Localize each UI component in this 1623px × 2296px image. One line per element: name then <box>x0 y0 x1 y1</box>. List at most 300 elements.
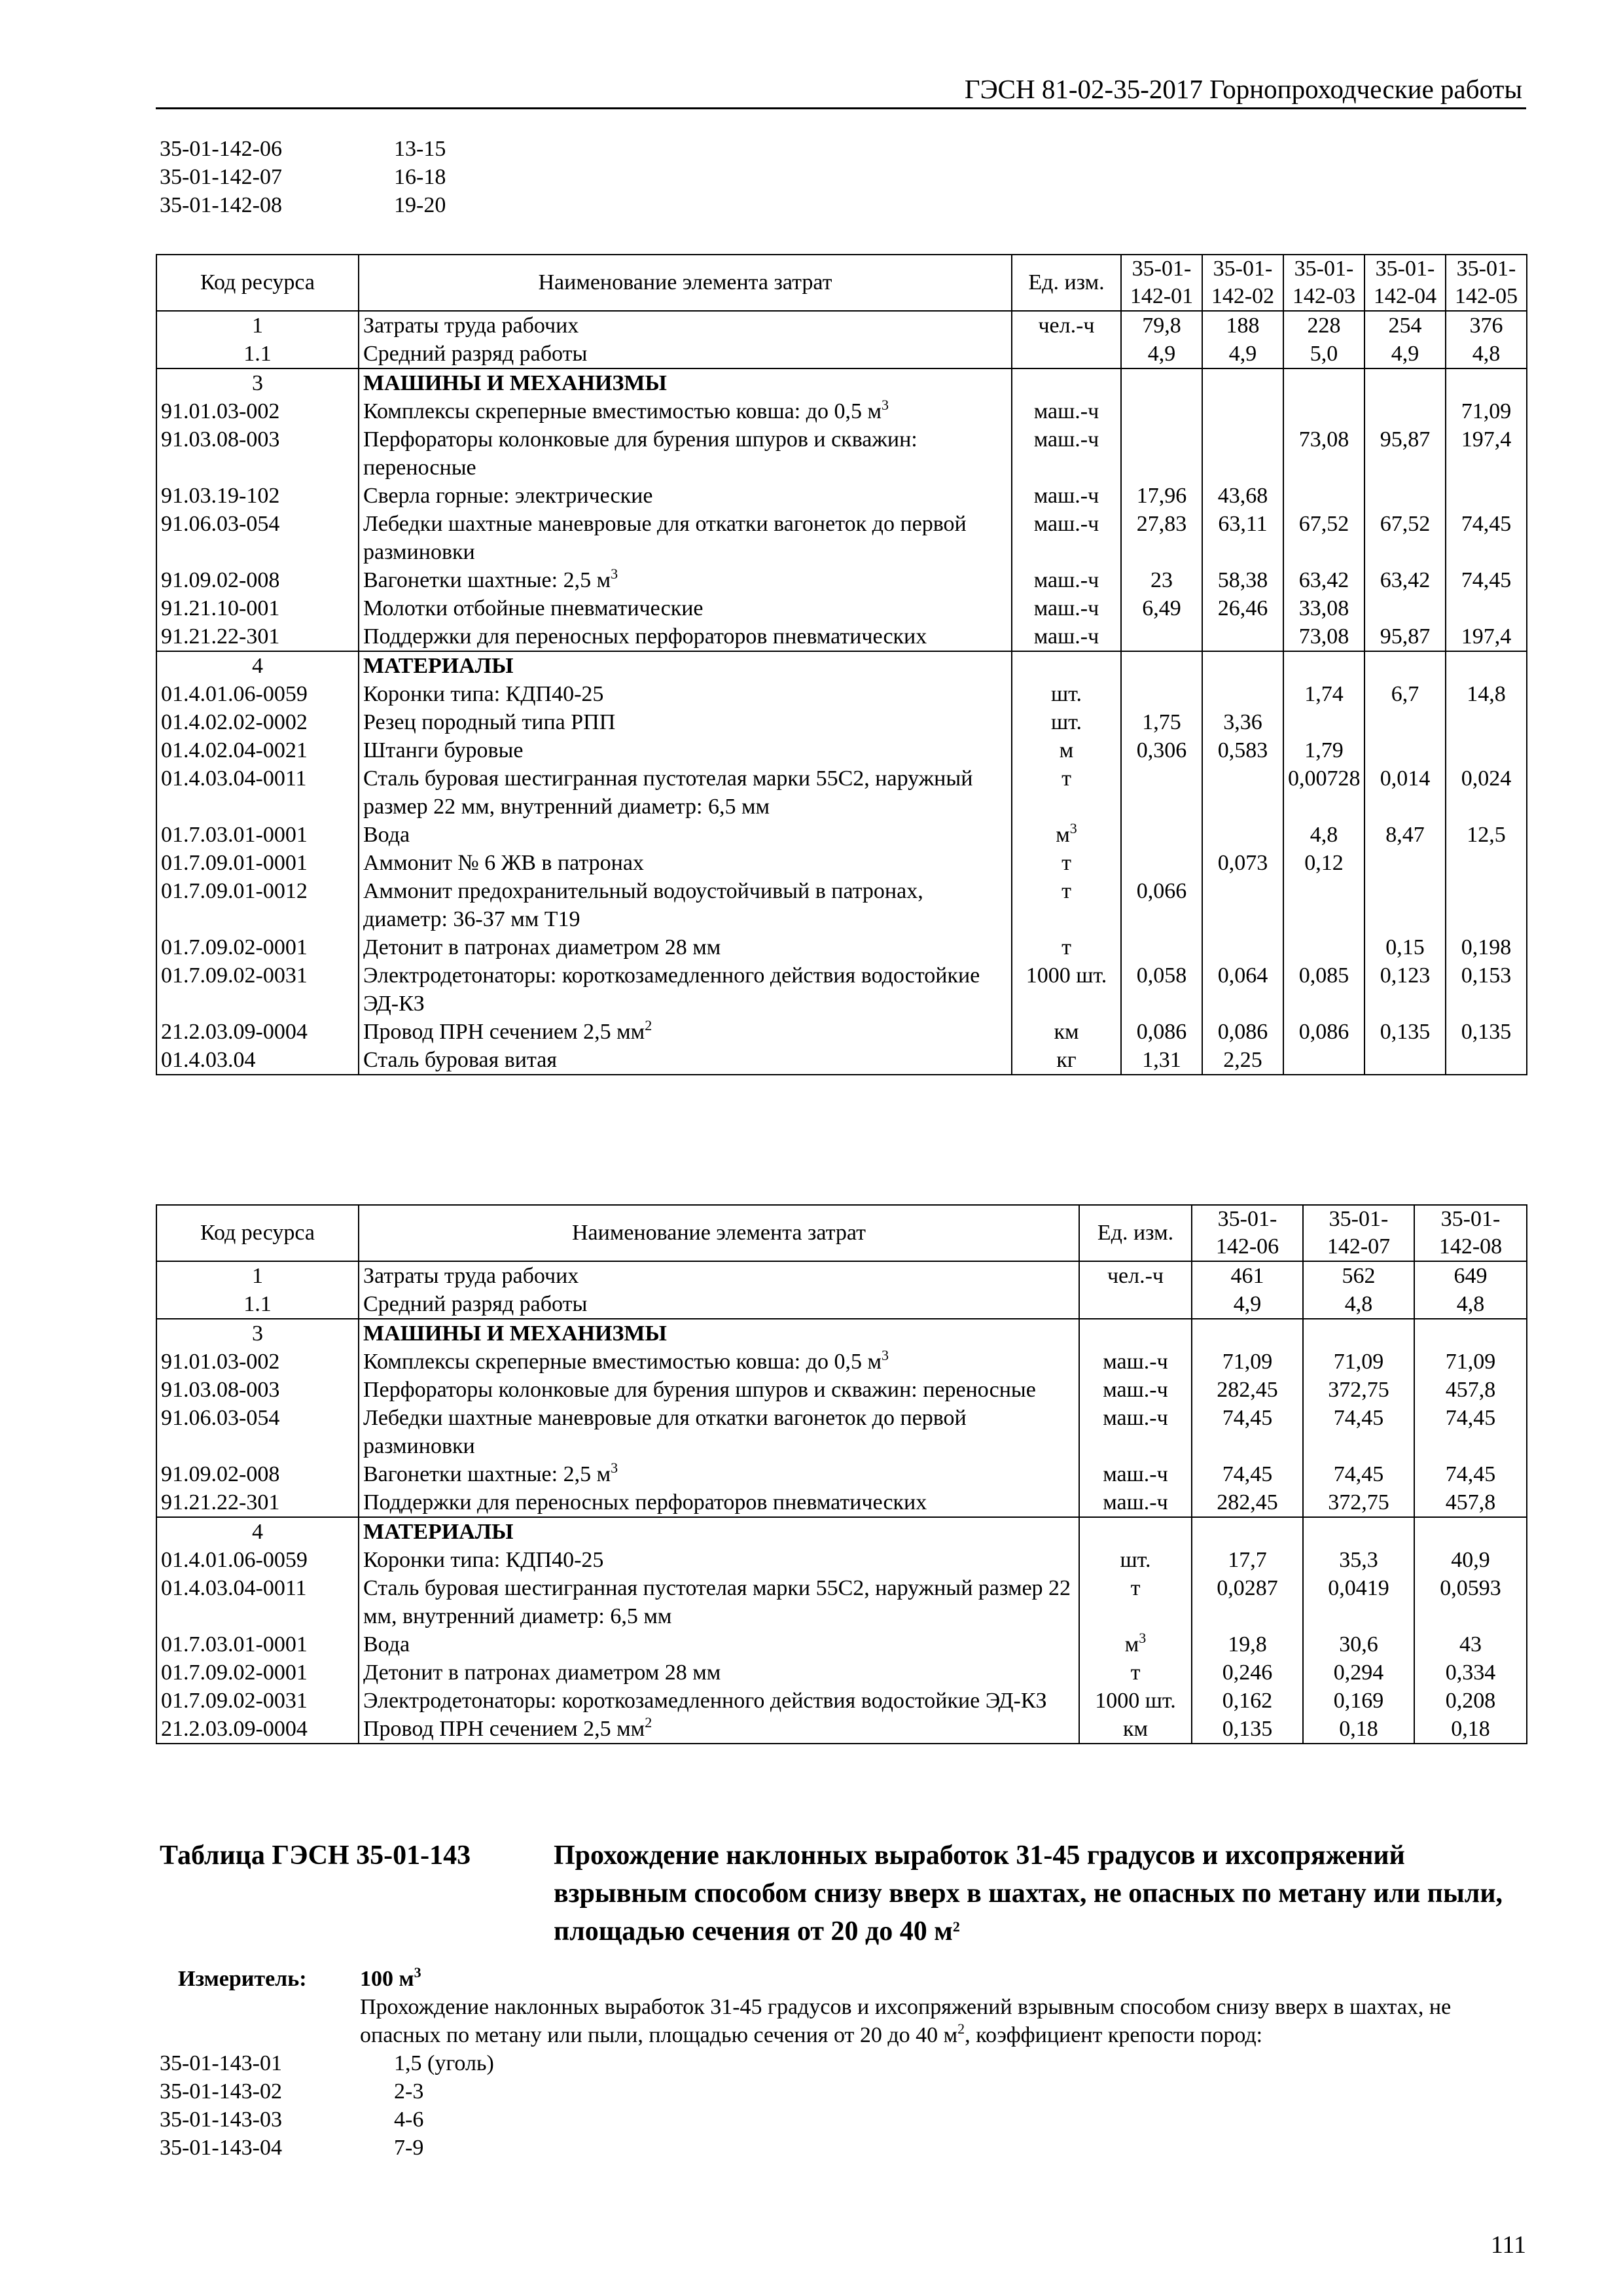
norm-value: 0,00728 <box>1283 764 1364 821</box>
table-row <box>156 311 1527 340</box>
table-row <box>156 1517 1527 1546</box>
cost-element-name <box>359 1404 1079 1460</box>
resource-code: 91.06.03-054 <box>156 510 359 566</box>
meter-description <box>360 1993 1525 2049</box>
cost-element-name-text: Затраты труда рабочих <box>363 314 579 338</box>
norm-value: 0,085 <box>1283 961 1364 1018</box>
norm-value: 0,086 <box>1283 1018 1364 1046</box>
unit-of-measure <box>1012 566 1121 594</box>
cost-element-name <box>359 764 1012 821</box>
unit-of-measure <box>1012 1046 1121 1075</box>
norm-value <box>1364 594 1446 622</box>
norm-value: 17,7 <box>1192 1546 1303 1574</box>
cost-element-name-text: Вагонетки шахтные: 2,5 м <box>363 1462 611 1486</box>
column-header: Код ресурса <box>156 1205 359 1261</box>
cost-element-name-text: Средний разряд работы <box>363 1292 588 1316</box>
cost-element-name-text: МАТЕРИАЛЫ <box>363 1520 514 1544</box>
resource-code: 91.06.03-054 <box>156 1404 359 1460</box>
norm-value: 0,18 <box>1303 1715 1414 1744</box>
table-row <box>156 1046 1527 1075</box>
norm-value: 67,52 <box>1364 510 1446 566</box>
table-row <box>156 1018 1527 1046</box>
table-row <box>156 1715 1527 1744</box>
resource-code: 01.4.01.06-0059 <box>156 1546 359 1574</box>
norm-value: 79,8 <box>1121 311 1202 340</box>
cost-element-name <box>359 368 1012 397</box>
resource-code: 4 <box>156 651 359 680</box>
norm-value <box>1121 680 1202 708</box>
norm-value: 0,583 <box>1202 736 1283 764</box>
norm-value: 457,8 <box>1414 1376 1527 1404</box>
norm-value <box>1283 482 1364 510</box>
norm-value <box>1121 397 1202 425</box>
norm-value: 0,294 <box>1303 1659 1414 1687</box>
table-row <box>156 1404 1527 1460</box>
norm-value: 0,135 <box>1364 1018 1446 1046</box>
norm-value <box>1283 368 1364 397</box>
code-list-code: 35-01-143-03 <box>160 2108 282 2132</box>
unit-text: маш.-ч <box>1033 624 1099 649</box>
norm-value: 376 <box>1446 311 1527 340</box>
norm-value: 0,135 <box>1446 1018 1527 1046</box>
norm-value: 71,09 <box>1446 397 1527 425</box>
norm-value <box>1121 821 1202 849</box>
norm-value: 74,45 <box>1192 1460 1303 1488</box>
cost-element-name <box>359 594 1012 622</box>
norm-value <box>1446 877 1527 933</box>
norm-value: 4,9 <box>1121 340 1202 368</box>
cost-element-name <box>359 1018 1012 1046</box>
cost-element-name <box>359 1630 1079 1659</box>
unit-of-measure <box>1012 961 1121 1018</box>
cost-element-name-text: Провод ПРН сечением 2,5 мм <box>363 1717 645 1741</box>
code-list-code: 35-01-142-06 <box>160 137 282 161</box>
norm-value <box>1202 933 1283 961</box>
norm-value: 43,68 <box>1202 482 1283 510</box>
code-list-value: 19-20 <box>394 193 446 217</box>
norm-value <box>1283 708 1364 736</box>
unit-text: маш.-ч <box>1033 427 1099 452</box>
table-row <box>156 1574 1527 1630</box>
norm-value: 0,135 <box>1192 1715 1303 1744</box>
norm-value: 0,024 <box>1446 764 1527 821</box>
norm-value: 8,47 <box>1364 821 1446 849</box>
column-header: 35-01- 142-07 <box>1303 1205 1414 1261</box>
norm-value: 73,08 <box>1283 425 1364 482</box>
resource-code: 01.4.01.06-0059 <box>156 680 359 708</box>
resource-code: 01.4.03.04 <box>156 1046 359 1075</box>
norm-value <box>1364 651 1446 680</box>
unit-of-measure <box>1079 1715 1192 1744</box>
code-list-code: 35-01-142-08 <box>160 193 282 217</box>
unit-of-measure <box>1079 1687 1192 1715</box>
norm-value <box>1446 708 1527 736</box>
code-list-value: 13-15 <box>394 137 446 161</box>
cost-element-name-text: Комплексы скреперные вместимостью ковша: до 0,5 м <box>363 1350 882 1374</box>
norm-value <box>1121 368 1202 397</box>
norm-value <box>1202 397 1283 425</box>
table-row <box>156 877 1527 933</box>
norm-value: 74,45 <box>1446 510 1527 566</box>
code-list-value: 16-18 <box>394 165 446 189</box>
resource-code: 21.2.03.09-0004 <box>156 1018 359 1046</box>
cost-element-name-text: МАШИНЫ И МЕХАНИЗМЫ <box>363 1321 667 1346</box>
table-row <box>156 594 1527 622</box>
norm-value <box>1364 708 1446 736</box>
resource-table-142-01-05 <box>156 254 1527 1075</box>
table-row <box>156 708 1527 736</box>
norm-value: 30,6 <box>1303 1630 1414 1659</box>
unit-of-measure <box>1079 1261 1192 1290</box>
meter-label: Измеритель: <box>178 1967 307 1991</box>
cost-element-name-text: Аммонит предохранительный водоустойчивый в патронах, диаметр: 36-37 мм Т19 <box>363 879 923 931</box>
norm-value: 17,96 <box>1121 482 1202 510</box>
table-row <box>156 651 1527 680</box>
cost-element-name <box>359 1376 1079 1404</box>
column-header: 35-01- 142-02 <box>1202 255 1283 311</box>
norm-value: 649 <box>1414 1261 1527 1290</box>
unit-text: маш.-ч <box>1103 1406 1168 1430</box>
table-title-label: Таблица ГЭСН 35-01-143 <box>160 1840 471 1871</box>
norm-value: 4,8 <box>1303 1290 1414 1319</box>
code-list-row <box>160 2049 494 2077</box>
cost-element-name-text: Средний разряд работы <box>363 342 588 366</box>
norm-value: 254 <box>1364 311 1446 340</box>
norm-value <box>1121 933 1202 961</box>
unit-of-measure <box>1079 1546 1192 1574</box>
norm-value: 74,45 <box>1414 1460 1527 1488</box>
norm-value <box>1192 1319 1303 1348</box>
norm-value <box>1283 651 1364 680</box>
table-row <box>156 1630 1527 1659</box>
norm-value: 0,058 <box>1121 961 1202 1018</box>
resource-code: 4 <box>156 1517 359 1546</box>
cost-element-name-text: Молотки отбойные пневматические <box>363 596 704 620</box>
norm-value <box>1202 368 1283 397</box>
cost-element-name-text: Электродетонаторы: короткозамедленного действия водостойкие ЭД-КЗ <box>363 1689 1047 1713</box>
cost-element-name <box>359 1319 1079 1348</box>
norm-value: 6,49 <box>1121 594 1202 622</box>
norm-value <box>1192 1517 1303 1546</box>
cost-element-name <box>359 877 1012 933</box>
meter-value-sup: 3 <box>414 1964 421 1981</box>
resource-code: 91.01.03-002 <box>156 397 359 425</box>
unit-text: км <box>1054 1020 1079 1044</box>
table-row <box>156 1659 1527 1687</box>
norm-value: 63,42 <box>1283 566 1364 594</box>
norm-value <box>1202 821 1283 849</box>
norm-value: 58,38 <box>1202 566 1283 594</box>
norm-value: 0,169 <box>1303 1687 1414 1715</box>
norm-value: 35,3 <box>1303 1546 1414 1574</box>
cost-element-name-text: Перфораторы колонковые для бурения шпуров и скважин: переносные <box>363 427 918 480</box>
norm-value <box>1202 425 1283 482</box>
norm-value: 95,87 <box>1364 425 1446 482</box>
norm-value <box>1446 651 1527 680</box>
cost-element-name-text: Детонит в патронах диаметром 28 мм <box>363 935 721 960</box>
meter-value <box>360 1965 421 1993</box>
unit-of-measure <box>1012 311 1121 340</box>
norm-value: 372,75 <box>1303 1376 1414 1404</box>
norm-value: 372,75 <box>1303 1488 1414 1517</box>
norm-value <box>1202 680 1283 708</box>
norm-value <box>1303 1319 1414 1348</box>
norm-value <box>1121 849 1202 877</box>
code-list-row <box>160 2134 494 2162</box>
resource-code: 3 <box>156 1319 359 1348</box>
norm-value: 197,4 <box>1446 622 1527 651</box>
code-list-top <box>160 135 446 219</box>
norm-value: 0,198 <box>1446 933 1527 961</box>
resource-code: 01.7.09.02-0001 <box>156 933 359 961</box>
unit-of-measure <box>1012 340 1121 368</box>
unit-text: маш.-ч <box>1103 1462 1168 1486</box>
norm-value: 12,5 <box>1446 821 1527 849</box>
resource-code: 1.1 <box>156 340 359 368</box>
unit-text: т <box>1130 1576 1141 1600</box>
cost-element-name-text: Провод ПРН сечением 2,5 мм <box>363 1020 645 1044</box>
unit-text: чел.-ч <box>1107 1264 1164 1288</box>
unit-of-measure <box>1012 622 1121 651</box>
norm-value: 282,45 <box>1192 1488 1303 1517</box>
column-header: Ед. изм. <box>1079 1205 1192 1261</box>
norm-value <box>1414 1319 1527 1348</box>
cost-element-name-text: Сталь буровая шестигранная пустотелая марки 55С2, наружный размер 22 мм, внутренний диаметр: 6,5 мм <box>363 1576 1071 1628</box>
cost-element-name <box>359 1348 1079 1376</box>
table-row <box>156 1290 1527 1319</box>
norm-value <box>1446 482 1527 510</box>
norm-value <box>1202 622 1283 651</box>
norm-value: 23 <box>1121 566 1202 594</box>
unit-of-measure <box>1012 510 1121 566</box>
norm-value: 0,014 <box>1364 764 1446 821</box>
unit-of-measure <box>1012 849 1121 877</box>
norm-value: 282,45 <box>1192 1376 1303 1404</box>
table-row <box>156 1376 1527 1404</box>
table-row <box>156 821 1527 849</box>
unit-of-measure <box>1079 1659 1192 1687</box>
cost-element-name <box>359 821 1012 849</box>
unit-text: маш.-ч <box>1103 1490 1168 1515</box>
code-list-code: 35-01-142-07 <box>160 165 282 189</box>
cost-element-name <box>359 340 1012 368</box>
norm-value: 197,4 <box>1446 425 1527 482</box>
norm-value: 1,75 <box>1121 708 1202 736</box>
norm-value <box>1446 736 1527 764</box>
unit-of-measure <box>1079 1574 1192 1630</box>
code-list-row <box>160 135 446 163</box>
table-row <box>156 1348 1527 1376</box>
code-list-row <box>160 2077 494 2106</box>
norm-value <box>1283 877 1364 933</box>
resource-code: 01.7.09.02-0001 <box>156 1659 359 1687</box>
norm-value: 0,0419 <box>1303 1574 1414 1630</box>
norm-value: 73,08 <box>1283 622 1364 651</box>
norm-value: 71,09 <box>1414 1348 1527 1376</box>
resource-code: 1.1 <box>156 1290 359 1319</box>
code-list-value: 2-3 <box>394 2079 424 2104</box>
norm-value: 71,09 <box>1192 1348 1303 1376</box>
cost-element-name-text: Затраты труда рабочих <box>363 1264 579 1288</box>
meter-description-b: , коэффициент крепости пород: <box>965 2023 1263 2047</box>
norm-value: 0,246 <box>1192 1659 1303 1687</box>
unit-text: маш.-ч <box>1033 596 1099 620</box>
norm-value: 0,306 <box>1121 736 1202 764</box>
unit-text: маш.-ч <box>1033 568 1099 592</box>
unit-text: м <box>1124 1632 1139 1657</box>
resource-code: 01.7.09.02-0031 <box>156 961 359 1018</box>
resource-table-142-06-08 <box>156 1204 1527 1744</box>
unit-of-measure <box>1012 397 1121 425</box>
norm-value: 74,45 <box>1446 566 1527 594</box>
table-row <box>156 482 1527 510</box>
column-header: 35-01- 142-05 <box>1446 255 1527 311</box>
code-list-value: 1,5 (уголь) <box>394 2051 494 2075</box>
norm-value: 1,79 <box>1283 736 1364 764</box>
norm-value: 0,0287 <box>1192 1574 1303 1630</box>
norm-value: 0,334 <box>1414 1659 1527 1687</box>
norm-value <box>1446 1046 1527 1075</box>
cost-element-name-text: Перфораторы колонковые для бурения шпуров и скважин: переносные <box>363 1378 1036 1402</box>
norm-value: 63,42 <box>1364 566 1446 594</box>
unit-text: м <box>1059 738 1074 762</box>
cost-element-name <box>359 1546 1079 1574</box>
norm-value: 0,123 <box>1364 961 1446 1018</box>
code-list-code: 35-01-143-01 <box>160 2051 282 2075</box>
cost-element-name <box>359 736 1012 764</box>
unit-of-measure <box>1012 368 1121 397</box>
norm-value: 1,31 <box>1121 1046 1202 1075</box>
unit-of-measure <box>1012 425 1121 482</box>
page-number: 111 <box>1490 2231 1526 2259</box>
norm-value: 461 <box>1192 1261 1303 1290</box>
norm-value <box>1364 849 1446 877</box>
superscript: 3 <box>882 397 889 413</box>
norm-value: 4,8 <box>1414 1290 1527 1319</box>
resource-code: 01.7.09.01-0012 <box>156 877 359 933</box>
norm-value: 74,45 <box>1414 1404 1527 1460</box>
table-row <box>156 425 1527 482</box>
cost-element-name <box>359 397 1012 425</box>
resource-code: 91.03.08-003 <box>156 425 359 482</box>
norm-value: 33,08 <box>1283 594 1364 622</box>
unit-text: маш.-ч <box>1103 1378 1168 1402</box>
unit-of-measure <box>1012 1018 1121 1046</box>
unit-text: 1000 шт. <box>1095 1689 1176 1713</box>
code-list-code: 35-01-143-04 <box>160 2136 282 2160</box>
cost-element-name-text: Сталь буровая витая <box>363 1048 557 1072</box>
table-row <box>156 764 1527 821</box>
norm-value: 0,064 <box>1202 961 1283 1018</box>
unit-of-measure <box>1012 680 1121 708</box>
norm-value: 0,15 <box>1364 933 1446 961</box>
table-row <box>156 961 1527 1018</box>
code-list-bottom <box>160 2049 494 2162</box>
norm-value: 74,45 <box>1303 1460 1414 1488</box>
norm-value: 43 <box>1414 1630 1527 1659</box>
unit-text: маш.-ч <box>1033 512 1099 536</box>
resource-code: 01.7.03.01-0001 <box>156 1630 359 1659</box>
page-header-title: ГЭСН 81-02-35-2017 Горнопроходческие работы <box>964 74 1522 104</box>
table-row <box>156 1319 1527 1348</box>
table-row <box>156 510 1527 566</box>
norm-value <box>1202 764 1283 821</box>
unit-text: шт. <box>1051 710 1082 734</box>
norm-value: 0,086 <box>1121 1018 1202 1046</box>
norm-value: 4,9 <box>1192 1290 1303 1319</box>
norm-value <box>1121 622 1202 651</box>
resource-code: 01.4.03.04-0011 <box>156 764 359 821</box>
norm-value: 40,9 <box>1414 1546 1527 1574</box>
norm-value <box>1283 1046 1364 1075</box>
resource-code: 91.21.10-001 <box>156 594 359 622</box>
cost-element-name-text: Сверла горные: электрические <box>363 484 653 508</box>
unit-text: шт. <box>1120 1548 1151 1572</box>
cost-element-name-text: Коронки типа: КДП40-25 <box>363 682 604 706</box>
cost-element-name <box>359 482 1012 510</box>
code-list-row <box>160 163 446 191</box>
norm-value <box>1283 933 1364 961</box>
code-list-row <box>160 2106 494 2134</box>
norm-value: 3,36 <box>1202 708 1283 736</box>
cost-element-name <box>359 1488 1079 1517</box>
unit-text: шт. <box>1051 682 1082 706</box>
unit-text: км <box>1122 1717 1149 1741</box>
superscript: 3 <box>611 565 618 582</box>
table-row <box>156 622 1527 651</box>
cost-element-name-text: Комплексы скреперные вместимостью ковша: до 0,5 м <box>363 399 882 423</box>
norm-value: 19,8 <box>1192 1630 1303 1659</box>
unit-text: маш.-ч <box>1103 1350 1168 1374</box>
page-header <box>156 71 1526 109</box>
cost-element-name-text: МАШИНЫ И МЕХАНИЗМЫ <box>363 371 667 395</box>
unit-of-measure <box>1012 736 1121 764</box>
resource-code: 01.4.02.02-0002 <box>156 708 359 736</box>
meter-value-text: 100 м <box>360 1967 414 1991</box>
cost-element-name <box>359 1290 1079 1319</box>
column-header: 35-01- 142-01 <box>1121 255 1202 311</box>
cost-element-name-text: Детонит в патронах диаметром 28 мм <box>363 1660 721 1685</box>
norm-value <box>1121 651 1202 680</box>
superscript: 3 <box>1139 1630 1147 1646</box>
norm-value <box>1414 1517 1527 1546</box>
table-header-row <box>156 255 1527 311</box>
cost-element-name-text: МАТЕРИАЛЫ <box>363 654 514 678</box>
superscript: 3 <box>882 1347 889 1363</box>
unit-of-measure <box>1079 1348 1192 1376</box>
norm-value: 6,7 <box>1364 680 1446 708</box>
cost-element-name-text: Штанги буровые <box>363 738 524 762</box>
unit-text: кг <box>1056 1048 1077 1072</box>
cost-element-name <box>359 566 1012 594</box>
unit-of-measure <box>1079 1460 1192 1488</box>
table-row <box>156 1488 1527 1517</box>
cost-element-name <box>359 510 1012 566</box>
norm-value: 188 <box>1202 311 1283 340</box>
norm-value: 0,066 <box>1121 877 1202 933</box>
norm-value: 0,208 <box>1414 1687 1527 1715</box>
table-row <box>156 1460 1527 1488</box>
column-header: 35-01- 142-08 <box>1414 1205 1527 1261</box>
column-header: 35-01- 142-04 <box>1364 255 1446 311</box>
cost-element-name <box>359 1574 1079 1630</box>
resource-code: 01.4.02.04-0021 <box>156 736 359 764</box>
cost-element-name <box>359 961 1012 1018</box>
norm-value <box>1202 651 1283 680</box>
table-row <box>156 397 1527 425</box>
unit-of-measure <box>1079 1517 1192 1546</box>
code-list-value: 4-6 <box>394 2108 424 2132</box>
